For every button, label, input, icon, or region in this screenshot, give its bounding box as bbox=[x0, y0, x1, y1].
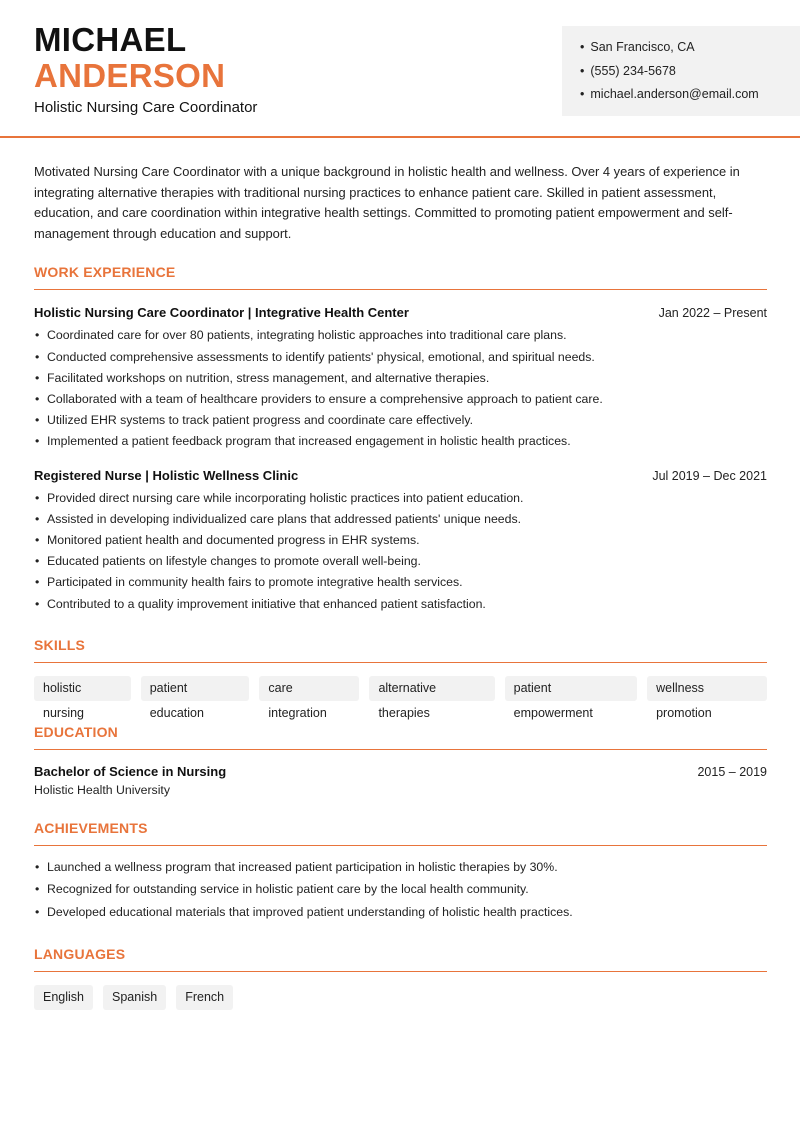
section-title-skills: SKILLS bbox=[34, 637, 767, 663]
job-bullets bbox=[34, 488, 767, 615]
language-tag: Spanish bbox=[103, 985, 166, 1010]
achievement-bullet: • Recognized for outstanding service in holistic patient care by the local health community. bbox=[34, 878, 767, 900]
job-bullet: • Assisted in developing individualized care plans that addressed patients' unique needs. bbox=[34, 509, 767, 530]
skills-section bbox=[34, 636, 767, 720]
contact-box bbox=[562, 26, 800, 116]
skill-tag: wellness promotion bbox=[647, 676, 767, 701]
candidate-name bbox=[34, 22, 225, 93]
section-title-education: EDUCATION bbox=[34, 724, 767, 750]
job-dates: Jul 2019 – Dec 2021 bbox=[652, 468, 767, 483]
language-tag: English bbox=[34, 985, 93, 1010]
achievement-bullet: • Launched a wellness program that increased patient participation in holistic therapies by 30%. bbox=[34, 856, 767, 878]
job-bullet: • Contributed to a quality improvement initiative that enhanced patient satisfaction. bbox=[34, 594, 767, 615]
job-bullet: • Monitored patient health and documented progress in EHR systems. bbox=[34, 530, 767, 551]
job-bullet: • Facilitated workshops on nutrition, stress management, and alternative therapies. bbox=[34, 368, 767, 389]
degree: Bachelor of Science in Nursing bbox=[34, 763, 227, 779]
achievement-bullets bbox=[34, 856, 767, 923]
job-bullet: • Collaborated with a team of healthcare providers to ensure a comprehensive approach to patient care. bbox=[34, 389, 767, 410]
job-bullets bbox=[34, 325, 767, 452]
section-title-achievements: ACHIEVEMENTS bbox=[34, 820, 767, 846]
education-entry bbox=[34, 764, 767, 797]
resume-header bbox=[0, 0, 800, 138]
contact-location: • San Francisco, CA bbox=[580, 39, 800, 63]
job-entry bbox=[34, 468, 767, 615]
languages-tags bbox=[34, 985, 767, 1010]
last-name: ANDERSON bbox=[34, 57, 226, 94]
job-title: Registered Nurse | Holistic Wellness Clinic bbox=[34, 467, 299, 483]
skill-tag: patient education bbox=[141, 676, 250, 701]
work-experience-section bbox=[34, 264, 767, 614]
job-bullet: • Participated in community health fairs to promote integrative health services. bbox=[34, 572, 767, 593]
job-bullet: • Conducted comprehensive assessments to identify patients' physical, emotional, and spiritual needs. bbox=[34, 347, 767, 368]
contact-phone: • (555) 234-5678 bbox=[580, 63, 800, 87]
skill-tag: care integration bbox=[259, 676, 359, 701]
achievements-section bbox=[34, 820, 767, 923]
education-section bbox=[34, 724, 767, 797]
resume-content bbox=[34, 162, 767, 1010]
job-bullet: • Coordinated care for over 80 patients, integrating holistic approaches into traditional care plans. bbox=[34, 325, 767, 346]
education-dates: 2015 – 2019 bbox=[697, 764, 767, 779]
skill-tag: holistic nursing bbox=[34, 676, 131, 701]
school-name: Holistic Health University bbox=[34, 782, 170, 797]
skills-tags bbox=[34, 676, 767, 720]
job-bullet: • Utilized EHR systems to track patient progress and coordinate care effectively. bbox=[34, 410, 767, 431]
achievement-bullet: • Developed educational materials that improved patient understanding of holistic health practices. bbox=[34, 901, 767, 923]
skill-tag: alternative therapies bbox=[369, 676, 494, 701]
first-name: MICHAEL bbox=[34, 21, 187, 58]
section-title-work: WORK EXPERIENCE bbox=[34, 264, 767, 290]
job-bullet: • Educated patients on lifestyle changes to promote overall well-being. bbox=[34, 551, 767, 572]
section-title-languages: LANGUAGES bbox=[34, 946, 767, 972]
job-bullet: • Provided direct nursing care while incorporating holistic practices into patient education. bbox=[34, 488, 767, 509]
language-tag: French bbox=[176, 985, 233, 1010]
skill-tag: patient empowerment bbox=[505, 676, 637, 701]
job-bullet: • Implemented a patient feedback program that increased engagement in holistic health practices. bbox=[34, 431, 767, 452]
contact-email: • michael.anderson@email.com bbox=[580, 86, 800, 110]
job-title: Holistic Nursing Care Coordinator | Integrative Health Center bbox=[34, 305, 409, 321]
professional-summary: Motivated Nursing Care Coordinator with a unique background in holistic health and wellness. Over 4 years of experience in integrating alternative therapies with traditional nursing practices to enhance patient care. Skilled in patient assessment, education, and care coordination within integrative health settings. Committed to promoting patient empowerment and self-management through education and support. bbox=[34, 164, 740, 241]
job-dates: Jan 2022 – Present bbox=[658, 306, 767, 321]
languages-section bbox=[34, 946, 767, 1010]
job-entry bbox=[34, 305, 767, 452]
professional-title: Holistic Nursing Care Coordinator bbox=[34, 99, 258, 116]
